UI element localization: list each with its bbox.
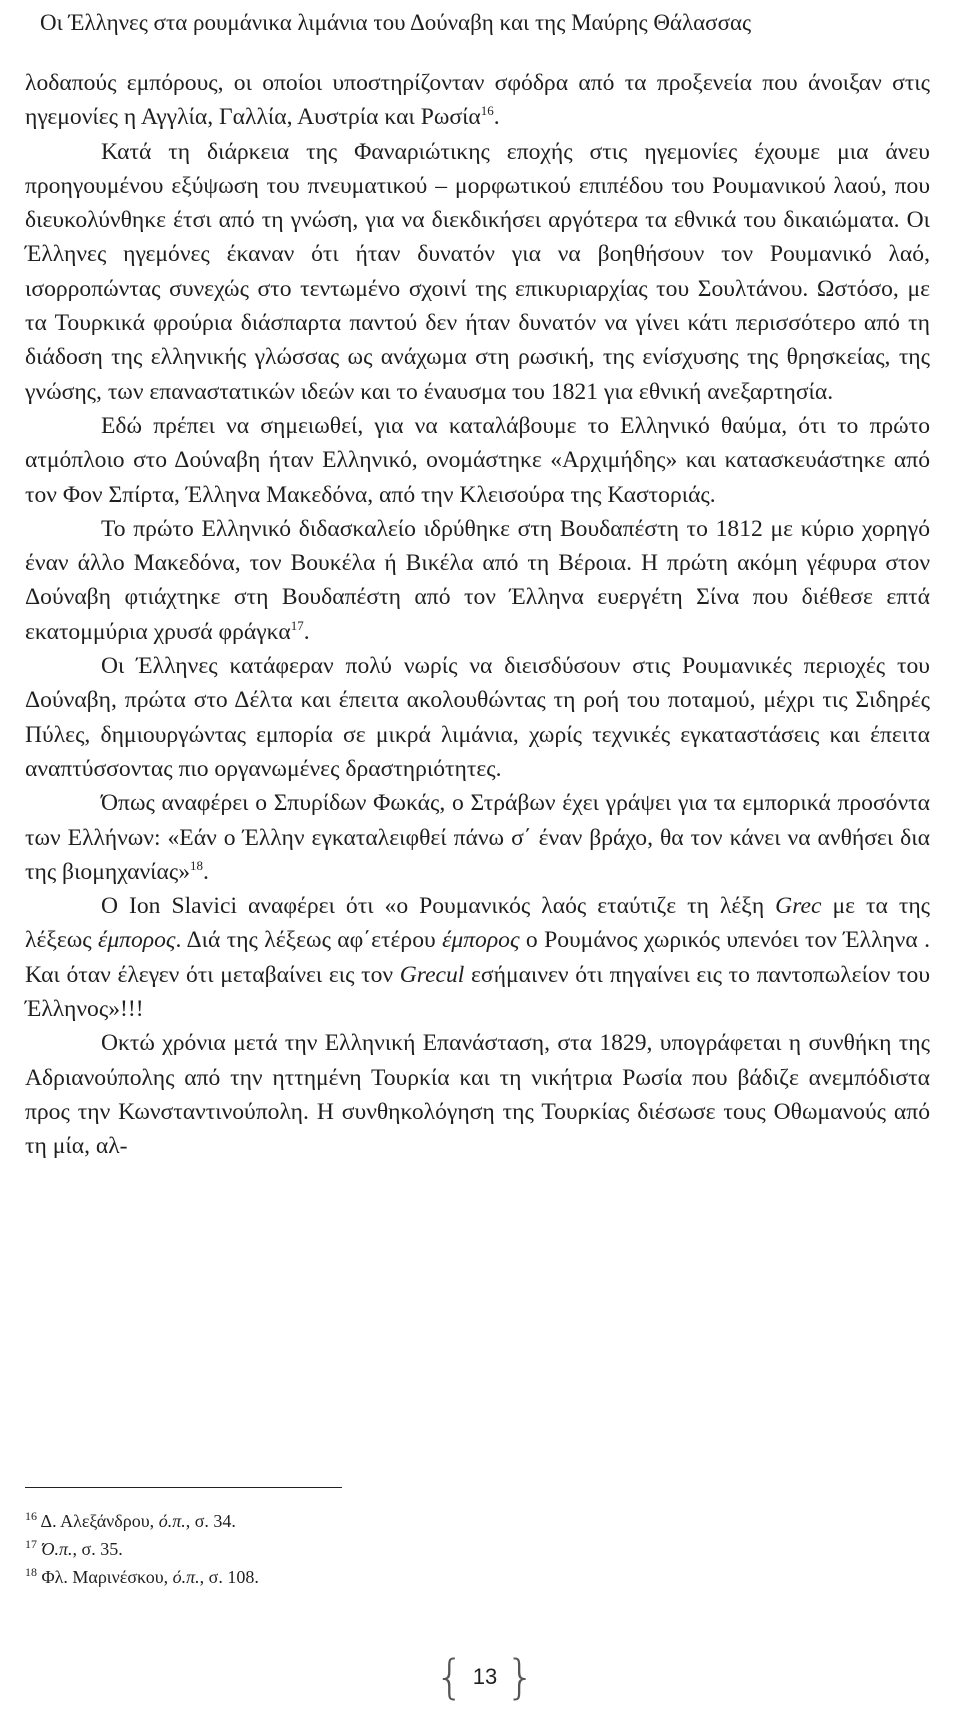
paragraph-2: Κατά τη διάρκεια της Φαναριώτικης εποχής στις ηγεμονίες έχουμε μια άνευ προηγουμένου εξύψωση του πνευματικού – μορφωτικού επιπέδου του Ρουμανικού λαού, που διευκολύνθηκε έτσι από τη γνώση, για να διεκδικήσει αργότερα τα εθνικά του δικαιώματα. Οι Έλληνες ηγεμόνες έκαναν ότι ήταν δυνατόν για να βοηθήσουν τον Ρουμανικό λαό, ισορροπώντας συνεχώς στο τεντωμένο σχοινί της επικυριαρχίας του Σουλτάνου. Ωστόσο, με τα Τουρκικά φρούρια διάσπαρτα παντού δεν ήταν δυνατόν να γίνει κάτι περισσότερο από τη διάδοση της ελληνικής γλώσσας ως ανάχωμα στη ρωσική, της ενίσχυσης της θρησκείας, της γνώσης, των επαναστατικών ιδεών και το έναυσμα του 1821 για εθνική ανεξαρτησία.	[25, 138, 930, 405]
footnote-17: $^{17}$ Ό.π., σ. 35.	[25, 1537, 123, 1559]
running-header: Οι Έλληνες στα ρουμάνικα λιμάνια του Δούναβη και της Μαύρης Θάλασσας	[40, 10, 752, 35]
page-number-box	[425, 1650, 545, 1704]
right-brace-icon: }	[505, 1650, 535, 1704]
paragraph-5: Οι Έλληνες κατάφεραν πολύ νωρίς να διεισδύσουν στις Ρουμανικές περιοχές του Δούναβη, πρώτα στο Δέλτα και έπειτα ακολουθώντας τη ροή του ποταμού, μέχρι τις Σιδηρές Πύλες, δημιουργώντας εμπορία σε μικρά λιμάνια, χωρίς τεχνικές εγκαταστάσεις και έπειτα αναπτύσσοντας πιο οργανωμένες δραστηριότητες.	[25, 653, 930, 782]
footnotes	[25, 1507, 259, 1591]
footnote-ref-18[interactable]: 18	[190, 857, 204, 873]
paragraph-1: λοδαπούς εμπόρους, οι οποίοι υποστηρίζονταν σφόδρα από τα προξενεία που άνοιξαν στις ηγεμονίες η Αγγλία, Γαλλία, Αυστρία και Ρωσία$^{16}$.	[25, 70, 930, 131]
paragraph-8: Οκτώ χρόνια μετά την Ελληνική Επανάσταση, στα 1829, υπογράφεται η συνθήκη της Αδριανούπολης από την ηττημένη Τουρκία και τη νικήτρια Ρωσία που βάδιζε ανεμπόδιστα προς την Κωνσταντινούπολη. Η συνθηκολόγηση της Τουρκίας διέσωσε τους Οθωμανούς από τη μία, αλ-	[25, 1030, 930, 1160]
body-text	[25, 66, 930, 1164]
paragraph-3: Εδώ πρέπει να σημειωθεί, για να καταλάβουμε το Ελληνικό θαύμα, ότι το πρώτο ατμόπλοιο στο Δούναβη ήταν Ελληνικό, ονομάστηκε «Αρχιμήδης» και κατασκευάστηκε από τον Φον Σπίρτα, Έλληνα Μακεδόνα, από την Κλεισούρα της Καστοριάς.	[25, 412, 930, 508]
page-number: 13	[472, 1664, 498, 1689]
footnote-16: $^{16}$ Δ. Αλεξάνδρου, ό.π., σ. 34.	[25, 1509, 236, 1531]
paragraph-7: Ο Ion Slavici αναφέρει ότι «ο Ρουμανικός λαός εταύτιζε τη λέξη Grec με τα της λέξεως έμπορος. Διά της λέξεως αφ΄ετέρου έμπορος ο Ρουμάνος χωρικός υπενόει τον Έλληνα . Και όταν έλεγεν ότι μεταβαίνει εις τον Grecul εσήμαινεν ότι πηγαίνει εις το παντοπωλείον του Έλληνος»!!!	[25, 893, 931, 1023]
paragraph-4: Το πρώτο Ελληνικό διδασκαλείο ιδρύθηκε στη Βουδαπέστη το 1812 με κύριο χορηγό έναν άλλο Μακεδόνα, τον Βουκέλα ή Βικέλα από τη Βέροια. Η πρώτη ακόμη γέφυρα στον Δούναβη φτιάχτηκε στη Βουδαπέστη από τον Έλληνα ευεργέτη Σίνα που διέθεσε επτά εκατομμύρια χρυσά φράγκα$^{17}$.	[25, 515, 930, 645]
footnote-separator	[25, 1487, 342, 1488]
paragraph-6: Όπως αναφέρει ο Σπυρίδων Φωκάς, ο Στράβων έχει γράψει για τα εμπορικά προσόντα των Ελλήνων: «Εάν ο Έλλην εγκαταλειφθεί πάνω σ΄ έναν βράχο, θα τον κάνει να ανθήσει δια της βιομηχανίας»$^{18}$.	[25, 790, 930, 885]
footnote-ref-17[interactable]: 17	[290, 617, 304, 633]
footnote-ref-16[interactable]: 16	[480, 103, 494, 119]
left-brace-icon: {	[435, 1650, 465, 1704]
footnote-18: $^{18}$ Φλ. Μαρινέσκου, ό.π., σ. 108.	[25, 1565, 259, 1587]
